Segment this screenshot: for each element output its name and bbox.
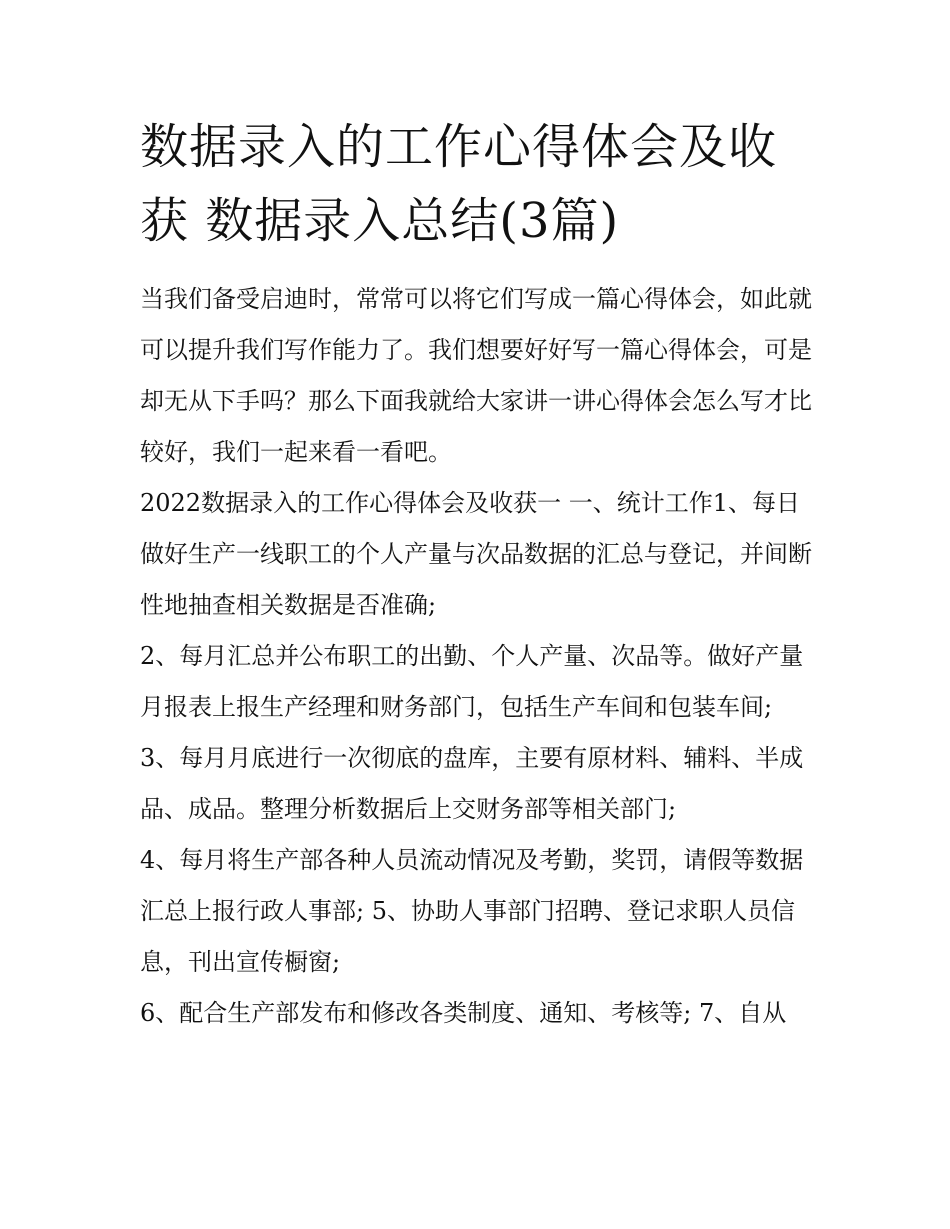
document-title: 数据录入的工作心得体会及收获 数据录入总结(3篇) [140,119,778,249]
paragraph-item-6-7: 6、配合生产部发布和修改各类制度、通知、考核等; 7、自从 [140,999,787,1027]
paragraph-intro: 当我们备受启迪时，常常可以将它们写成一篇心得体会，如此就可以提升我们写作能力了。我们想要好好写一篇心得体会，可是却无从下手吗？那么下面我就给大家讲一讲心得体会怎么写才比较好，我们一起来看一看吧。 [140,285,812,466]
paragraph-item-4-5: 4、每月将生产部各种人员流动情况及考勤，奖罚，请假等数据汇总上报行政人事部; 5、协助人事部门招聘、登记求职人员信息，刊出宣传橱窗; [140,846,804,976]
document-content [140,110,820,1039]
paragraph-item-1: 2022数据录入的工作心得体会及收获一 一、统计工作1、每日做好生产一线职工的个人产量与次品数据的汇总与登记，并间断性地抽查相关数据是否准确; [140,489,812,619]
document-body [140,274,820,1039]
paragraph-item-2: 2、每月汇总并公布职工的出勤、个人产量、次品等。做好产量月报表上报生产经理和财务部门，包括生产车间和包装车间; [140,642,804,721]
paragraph-item-3: 3、每月月底进行一次彻底的盘库，主要有原材料、辅料、半成品、成品。整理分析数据后上交财务部等相关部门; [140,744,804,823]
